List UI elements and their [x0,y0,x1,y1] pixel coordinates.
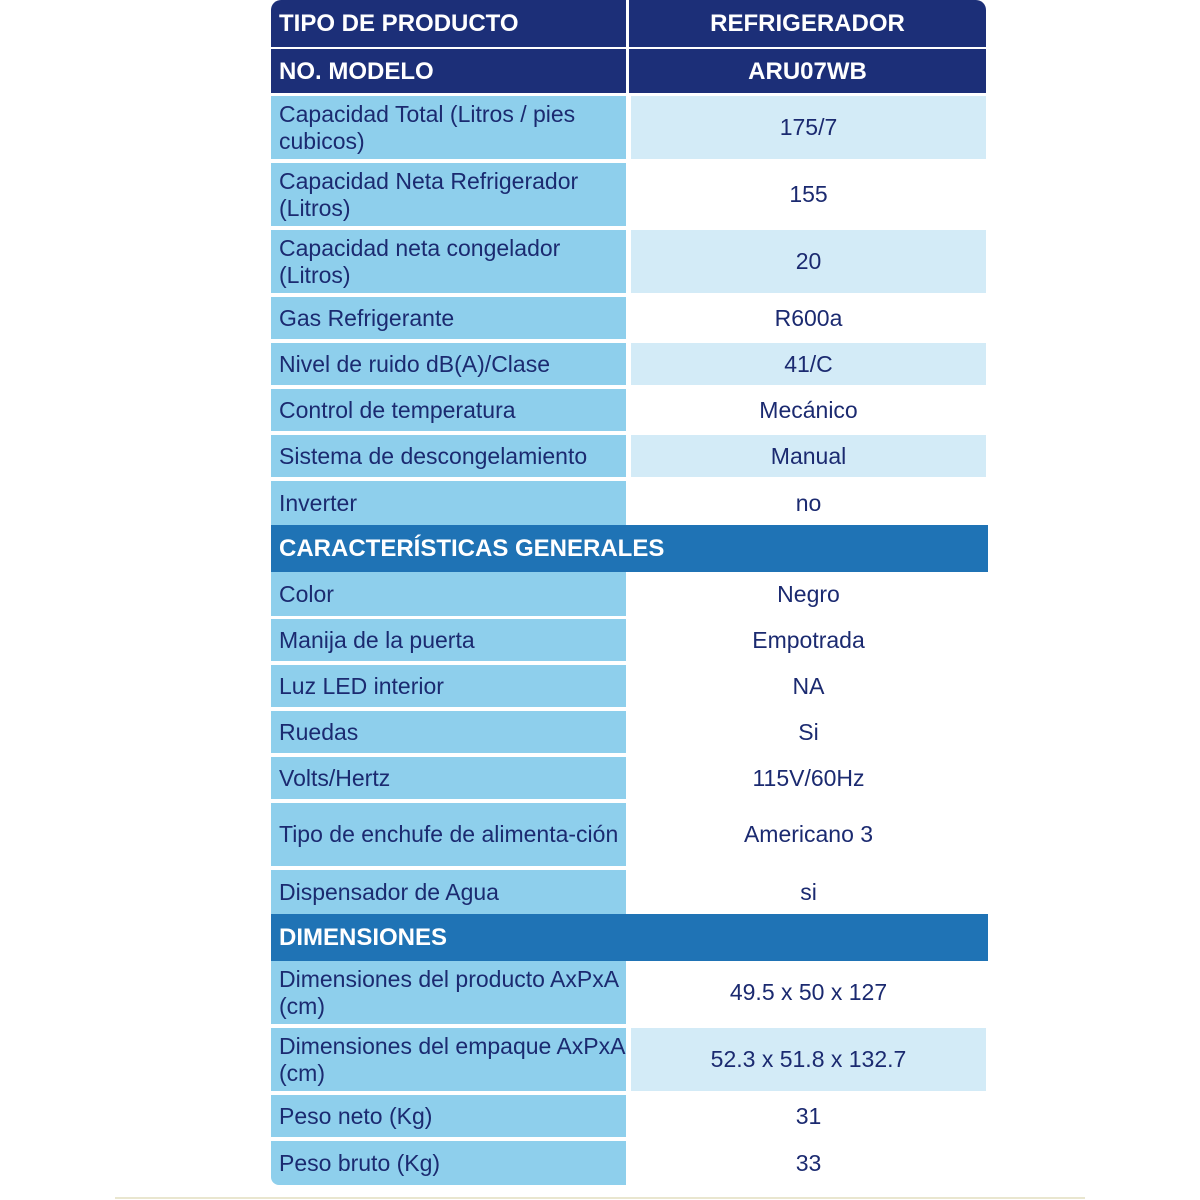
spec-value: 155 [631,163,986,226]
spec-value: 175/7 [631,96,986,159]
spec-label: Dimensiones del producto AxPxA (cm) [271,961,626,1024]
spec-value: Si [631,711,986,753]
spec-value: 33 [631,1141,986,1185]
spec-label: Dispensador de Agua [271,870,626,914]
spec-value: 52.3 x 51.8 x 132.7 [631,1028,986,1091]
table-row [271,96,988,159]
section-header-dimensions: DIMENSIONES [271,914,988,961]
table-row [271,961,988,1024]
spec-value: 41/C [631,343,986,385]
spec-label: Tipo de enchufe de alimenta-ción [271,803,626,866]
spec-value: R600a [631,297,986,339]
spec-value: si [631,870,986,914]
spec-value: 115V/60Hz [631,757,986,799]
table-row [271,343,988,385]
header-row-product-type [271,0,988,47]
spec-value: Manual [631,435,986,477]
spec-label: Ruedas [271,711,626,753]
header-value: ARU07WB [629,49,986,93]
spec-value: Americano 3 [631,803,986,866]
spec-value: 31 [631,1095,986,1137]
table-row [271,389,988,431]
spec-label: Gas Refrigerante [271,297,626,339]
header-row-model [271,49,988,93]
spec-label: Inverter [271,481,626,525]
table-row [271,619,988,661]
spec-label: Capacidad Total (Litros / pies cubicos) [271,96,626,159]
table-row [271,665,988,707]
table-row [271,1141,988,1185]
spec-label: Sistema de descongelamiento [271,435,626,477]
spec-label: Peso bruto (Kg) [271,1141,626,1185]
header-value: REFRIGERADOR [629,0,986,47]
table-row [271,572,988,616]
table-row [271,1095,988,1137]
spec-value: no [631,481,986,525]
spec-label: Volts/Hertz [271,757,626,799]
spec-value: Negro [631,572,986,616]
spec-value: NA [631,665,986,707]
table-row [271,230,988,293]
spec-value: Mecánico [631,389,986,431]
table-row [271,1028,988,1091]
spec-label: Peso neto (Kg) [271,1095,626,1137]
spec-value: 20 [631,230,986,293]
spec-table [271,0,988,1185]
table-row [271,163,988,226]
table-row [271,803,988,866]
spec-value: 49.5 x 50 x 127 [631,961,986,1024]
header-label: TIPO DE PRODUCTO [271,0,626,47]
bottom-divider [115,1197,1085,1199]
spec-label: Manija de la puerta [271,619,626,661]
spec-label: Color [271,572,626,616]
table-row [271,870,988,914]
header-label: NO. MODELO [271,49,626,93]
section-header-general: CARACTERÍSTICAS GENERALES [271,525,988,572]
spec-label: Control de temperatura [271,389,626,431]
table-row [271,481,988,525]
spec-label: Dimensiones del empaque AxPxA (cm) [271,1028,626,1091]
spec-label: Luz LED interior [271,665,626,707]
table-row [271,435,988,477]
spec-label: Capacidad neta congelador (Litros) [271,230,626,293]
table-row [271,297,988,339]
table-row [271,711,988,753]
table-row [271,757,988,799]
spec-label: Capacidad Neta Refrigerador (Litros) [271,163,626,226]
spec-value: Empotrada [631,619,986,661]
spec-label: Nivel de ruido dB(A)/Clase [271,343,626,385]
